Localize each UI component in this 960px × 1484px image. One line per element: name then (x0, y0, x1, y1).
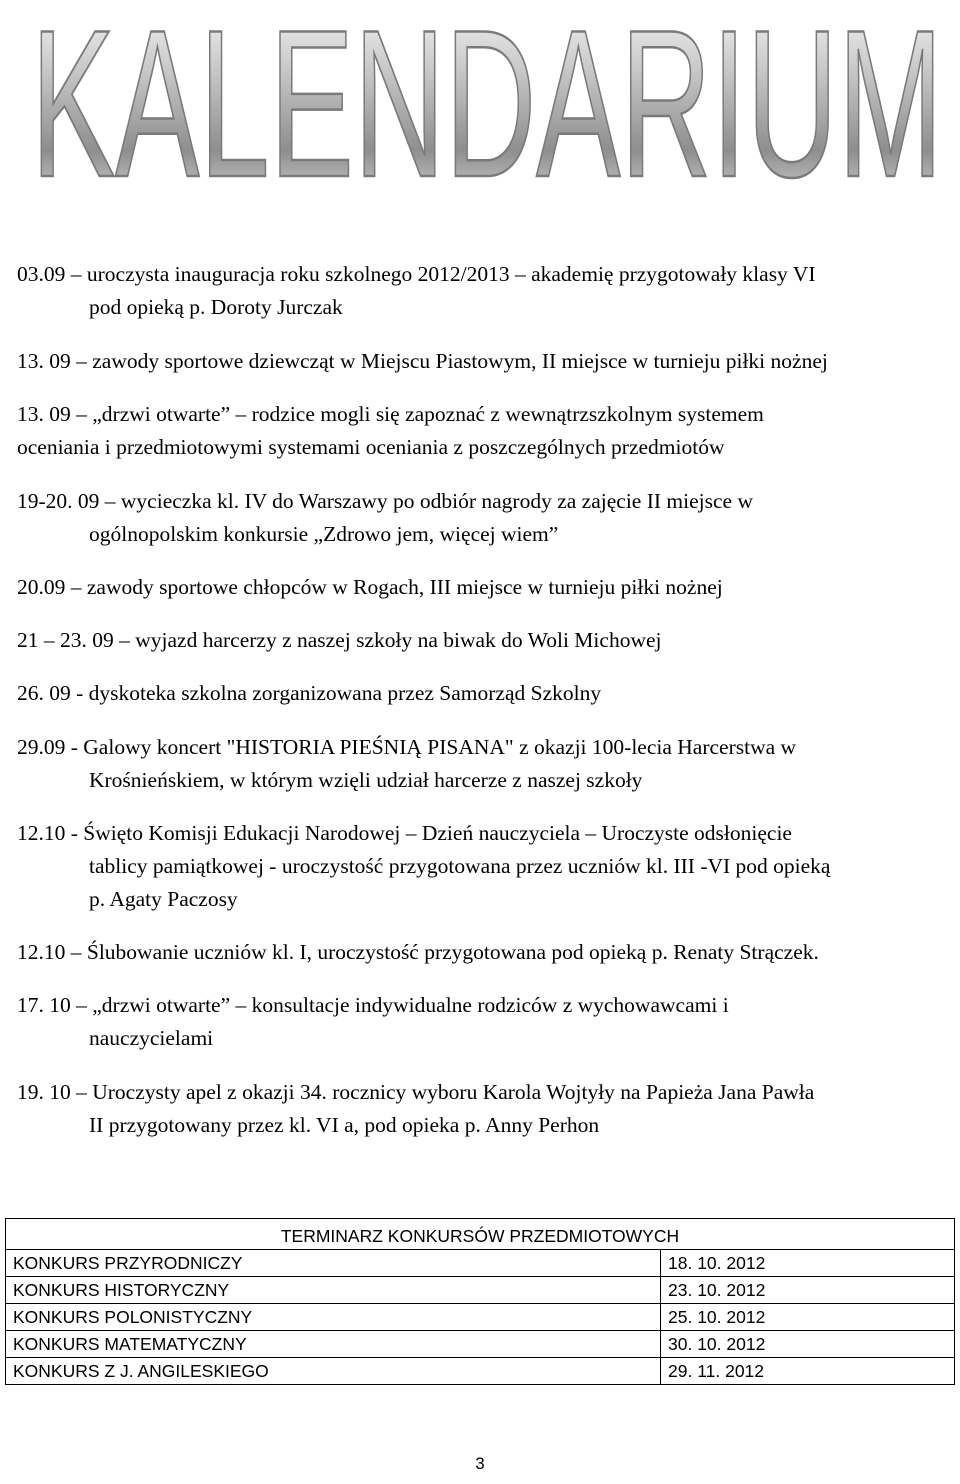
table-title: TERMINARZ KONKURSÓW PRZEDMIOTOWYCH (6, 1219, 955, 1250)
competition-date: 23. 10. 2012 (661, 1277, 955, 1304)
competition-name: KONKURS HISTORYCZNY (6, 1277, 661, 1304)
competition-date: 30. 10. 2012 (661, 1331, 955, 1358)
event-text-continued: ogólnopolskim konkursie „Zdrowo jem, więcej wiem” (89, 522, 559, 546)
competition-name: KONKURS POLONISTYCZNY (6, 1304, 661, 1331)
event-text: 19. 10 – Uroczysty apel z okazji 34. rocznicy wyboru Karola Wojtyły na Papieża Jana Pawła (17, 1080, 815, 1104)
event-item (17, 258, 947, 324)
competition-name: KONKURS MATEMATYCZNY (6, 1331, 661, 1358)
event-text-continued: p. Agaty Paczosy (89, 887, 238, 911)
table-header-row (6, 1219, 955, 1250)
event-item (17, 677, 947, 710)
event-text-continued: tablicy pamiątkowej - uroczystość przygotowana przez uczniów kl. III -VI pod opieką (89, 854, 831, 878)
kalendarium-banner (22, 4, 952, 200)
competition-name: KONKURS Z J. ANGILESKIEGO (6, 1358, 661, 1385)
event-text: 21 – 23. 09 – wyjazd harcerzy z naszej szkoły na biwak do Woli Michowej (17, 628, 662, 652)
table-row (6, 1250, 955, 1277)
table-row (6, 1358, 955, 1385)
event-item (17, 731, 947, 797)
event-text: 13. 09 – zawody sportowe dziewcząt w Miejscu Piastowym, II miejsce w turnieju piłki nożnej (17, 349, 828, 373)
competition-date: 18. 10. 2012 (661, 1250, 955, 1277)
event-item (17, 398, 947, 464)
event-item (17, 571, 947, 604)
event-item (17, 989, 947, 1055)
event-item (17, 485, 947, 551)
event-text-continued: pod opieką p. Doroty Jurczak (89, 295, 343, 319)
event-item (17, 345, 947, 378)
event-text: 12.10 - Święto Komisji Edukacji Narodowej – Dzień nauczyciela – Uroczyste odsłonięcie (17, 821, 792, 845)
table-row (6, 1304, 955, 1331)
event-text: 20.09 – zawody sportowe chłopców w Rogach, III miejsce w turnieju piłki nożnej (17, 575, 723, 599)
event-text: 29.09 - Galowy koncert "HISTORIA PIEŚNIĄ PISANA" z okazji 100-lecia Harcerstwa w (17, 735, 797, 759)
event-text-continued: oceniania i przedmiotowymi systemami oceniania z poszczególnych przedmiotów (17, 435, 725, 459)
event-text: 12.10 – Ślubowanie uczniów kl. I, uroczystość przygotowana pod opieką p. Renaty Strączek. (17, 940, 819, 964)
event-item (17, 936, 947, 969)
banner-title: KALENDARIUM (31, 4, 943, 200)
event-text: 19-20. 09 – wycieczka kl. IV do Warszawy po odbiór nagrody za zajęcie II miejsce w (17, 489, 753, 513)
page-number: 3 (475, 1454, 485, 1473)
table-row (6, 1277, 955, 1304)
competition-date: 29. 11. 2012 (661, 1358, 955, 1385)
event-text: 26. 09 - dyskoteka szkolna zorganizowana przez Samorząd Szkolny (17, 681, 602, 705)
event-text: 03.09 – uroczysta inauguracja roku szkolnego 2012/2013 – akademię przygotowały klasy VI (17, 262, 816, 286)
competition-name: KONKURS PRZYRODNICZY (6, 1250, 661, 1277)
event-text: 17. 10 – „drzwi otwarte” – konsultacje indywidualne rodziców z wychowawcami i (17, 993, 729, 1017)
event-item (17, 1076, 947, 1142)
event-text-continued: II przygotowany przez kl. VI a, pod opieka p. Anny Perhon (89, 1113, 600, 1137)
competition-schedule-table (5, 1218, 955, 1385)
event-text-continued: Krośnieńskiem, w którym wzięli udział harcerze z naszej szkoły (89, 768, 643, 792)
event-item (17, 817, 947, 916)
event-item (17, 624, 947, 657)
event-text-continued: nauczycielami (89, 1026, 214, 1050)
event-text: 13. 09 – „drzwi otwarte” – rodzice mogli się zapoznać z wewnątrzszkolnym systemem (17, 402, 764, 426)
competition-date: 25. 10. 2012 (661, 1304, 955, 1331)
table-row (6, 1331, 955, 1358)
